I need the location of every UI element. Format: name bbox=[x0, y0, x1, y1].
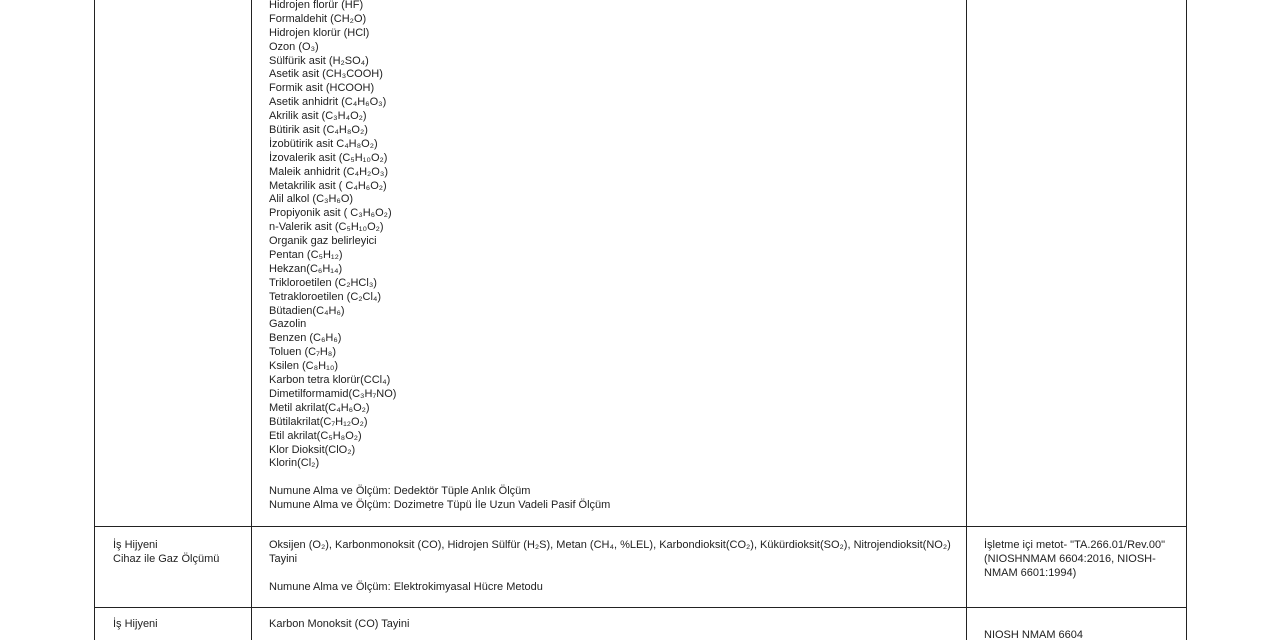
substance-item: Gazolin bbox=[269, 318, 307, 331]
substance-item: Maleik anhidrit (C₄H₂O₃) bbox=[269, 165, 388, 178]
substance-item: Bütadien(C₄H₆) bbox=[269, 304, 345, 317]
substance-item: Tetrakloroetilen (C₂Cl₄) bbox=[269, 290, 382, 303]
substance-item: Formik asit (HCOOH) bbox=[269, 82, 375, 95]
substance-item: Asetik asit (CH₃COOH) bbox=[269, 68, 383, 81]
row-divider-1 bbox=[94, 526, 1187, 527]
substance-item: İzobütirik asit C₄H₈O₂) bbox=[269, 137, 378, 150]
substance-item: Hidrojen klorür (HCl) bbox=[269, 26, 370, 39]
substance-item: Propiyonik asit ( C₃H₆O₂) bbox=[269, 207, 392, 220]
sampling-method: Numune Alma ve Ölçüm: Elektrokimyasal Hücre Metodu bbox=[269, 580, 543, 593]
category-label: İş Hijyeni bbox=[113, 618, 158, 630]
sampling-method: Numune Alma ve Ölçüm: Dozimetre Tüpü İle Uzun Vadeli Pasif Ölçüm bbox=[269, 499, 611, 512]
reference-method: NIOSH NMAM 6604 bbox=[984, 629, 1084, 641]
substance-item: Klorin(Cl₂) bbox=[269, 457, 320, 470]
substance-item: Ksilen (C₈H₁₀) bbox=[269, 360, 339, 373]
substance-item: Formaldehit (CH₂O) bbox=[269, 12, 367, 25]
substance-item: n-Valerik asit (C₅H₁₀O₂) bbox=[269, 221, 384, 234]
row-divider-2 bbox=[94, 607, 1187, 608]
substance-item: Hekzan(C₆H₁₄) bbox=[269, 262, 343, 275]
substance-item: Akrilik asit (C₃H₄O₂) bbox=[269, 110, 367, 123]
substance-item: Alil alkol (C₃H₆O) bbox=[269, 193, 354, 206]
substance-item: Etil akrilat(C₅H₈O₂) bbox=[269, 429, 362, 442]
category-sublabel: Cihaz ile Gaz Ölçümü bbox=[113, 552, 220, 565]
category-label: İş Hijyeni bbox=[113, 539, 158, 551]
substance-item: Dimetilformamid(C₃H₇NO) bbox=[269, 387, 397, 400]
substance-item: Benzen (C₆H₆) bbox=[269, 332, 342, 345]
substance-item: Pentan (C₅H₁₂) bbox=[269, 249, 343, 262]
substance-item: İzovalerik asit (C₅H₁₀O₂) bbox=[269, 151, 388, 164]
sampling-method: Numune Alma ve Ölçüm: Dedektör Tüple Anlık Ölçüm bbox=[269, 485, 531, 498]
substance-item: Hidrojen florür (HF) bbox=[269, 0, 364, 11]
description-cell bbox=[269, 539, 957, 595]
substance-item: Trikloroetilen (C₂HCl₃) bbox=[269, 276, 377, 289]
reference-method: İşletme içi metot- "TA.266.01/Rev.00"(NIOSHNMAM 6604:2016, NIOSH-NMAM 6601:1994) bbox=[984, 539, 1166, 579]
substance-list-cell bbox=[269, 0, 959, 513]
substance-item: Karbon tetra klorür(CCl₄) bbox=[269, 374, 391, 387]
substance-item: Toluen (C₇H₈) bbox=[269, 346, 337, 359]
table-border-right bbox=[1186, 0, 1187, 640]
measurement-description: Karbon Monoksit (CO) Tayini bbox=[269, 618, 410, 630]
category-cell bbox=[113, 539, 248, 567]
description-cell bbox=[269, 618, 959, 632]
substance-item: Ozon (O₃) bbox=[269, 40, 319, 53]
substance-item: Sülfürik asit (H₂SO₄) bbox=[269, 54, 369, 67]
measurement-description: Oksijen (O₂), Karbonmonoksit (CO), Hidrojen Sülfür (H₂S), Metan (CH₄, %LEL), Karbondioksit(CO₂), Kükürdioksit(SO₂), Nitrojendioksit(NO₂) Tayini bbox=[269, 539, 951, 565]
substance-item: Metil akrilat(C₄H₆O₂) bbox=[269, 401, 370, 414]
substance-item: Organik gaz belirleyici bbox=[269, 235, 377, 248]
substance-item: Metakrilik asit ( C₄H₆O₂) bbox=[269, 179, 387, 192]
substance-item: Asetik anhidrit (C₄H₆O₃) bbox=[269, 96, 387, 109]
table-border-left bbox=[94, 0, 95, 640]
table-divider-col1 bbox=[251, 0, 252, 640]
substance-item: Klor Dioksit(ClO₂) bbox=[269, 443, 356, 456]
substance-item: Bütilakrilat(C₇H₁₂O₂) bbox=[269, 415, 368, 428]
category-cell bbox=[113, 618, 248, 632]
substance-item: Bütirik asit (C₄H₈O₂) bbox=[269, 124, 368, 137]
table-divider-col2 bbox=[966, 0, 967, 640]
